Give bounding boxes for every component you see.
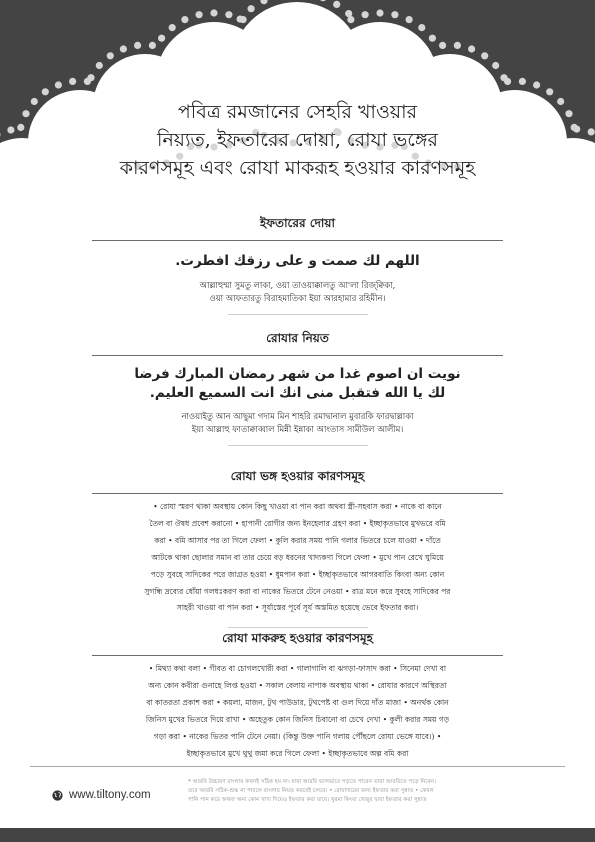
arabic-dua: اللهم لك صمت و على رزقك افطرت. (175, 253, 420, 269)
arabic-niyat-line: لك يا الله فتقبل منى انك انت السميع العليم. (149, 385, 446, 401)
divider (92, 655, 503, 656)
footer-divider (30, 766, 565, 767)
causes-paragraph (92, 661, 503, 762)
text-line: আটকে থাকা ছোলার সমান বা তার চেয়ে বড় ধরনের খাদ্যকণা গিলে ফেলা • মুখে পান রেখে ঘুমিয়ে (151, 552, 444, 562)
text-line: করা • বমি আসার পর তা গিলে ফেলা • কুলি করার সময় পানি গলার ভিতরে চলে যাওয়া • দাঁতে (154, 535, 441, 545)
transliteration-line: নাওয়াইতু আন আছুমা গদাম মিন শাহরি রমাদ্বানাল মুবারকি ফারদ্বাল্লাকা (181, 411, 414, 421)
fast-breaking-causes-section (92, 468, 503, 628)
transliteration-line: ইয়া আল্লাহু ফাতাক্বাব্বাল মিন্নী ইন্নাকা আংতাস সামীউল আলীম। (191, 423, 404, 434)
text-line: তৈল বা ঔষধ প্রবেশ করানো • হাপানী রোগীর জন্য ইনহেলার গ্রহণ করা • ইচ্ছাকৃতভাবে মুখভরে বমি (149, 518, 446, 528)
text-line: ইচ্ছাকৃতভাবে মুখে থুথু জমা করে গিলে ফেলা • ইচ্ছাকৃতভাবে অল্প বমি করা (186, 748, 409, 758)
divider (92, 240, 503, 241)
page-title (40, 98, 555, 182)
text-line: • রোযা স্মরণ থাকা অবস্থায় কোন কিছু খাওয়া বা পান করা অথবা স্ত্রী-সহবাস করা • নাকে বা কানে (153, 502, 442, 511)
text-line: সুগন্ধি দ্রব্যের ধোঁয়া গলধঃকরণ করা বা নাকের ভিতরে টেনে নেওয়া • রাত্র মনে করে সুবহে সাদিকের পর (144, 586, 451, 596)
transliteration-line: আল্লাহুম্মা সুমতু লাকা, ওয়া তাওয়াক্কালতু আ'লা রিজ্‌ক্বিকা, (199, 280, 396, 290)
section-heading: রোযা ভঙ্গ হওয়ার কারণসমূহ (230, 469, 365, 483)
title-line: পবিত্র রমজানের সেহরি খাওয়ার (177, 101, 418, 123)
text-line: বা কাতরতা প্রকাশ করা • কয়লা, মাজন, টুথ পাউডার, টুথপেষ্ট বা গুল দিয়ে দাঁত মাজা • অনর্থক কোন (146, 697, 449, 707)
section-heading: ইফতারের দোয়া (260, 216, 335, 230)
iftar-dua-section (92, 215, 503, 315)
website-link[interactable] (52, 789, 151, 801)
text-line: • মিথ্যা কথা বলা • গীবত বা চোগলখোরী করা • গালাগালি বা ঝগড়া-ফাসাদ করা • সিনেমা দেখা বা (148, 664, 447, 673)
causes-paragraph (92, 499, 503, 617)
website-url[interactable]: www.tiltony.com (69, 789, 151, 801)
title-line: কারণসমূহ এবং রোযা মাকরূহ হওয়ার কারণসমূহ (119, 157, 476, 179)
footnote-line: পানি পান করে অথবা অন্য কোন খাদ্য দিয়েও ইফতার করা যাবে। খুরমা কিংবা খেজুর দ্বারা ইফতার করা সুন্নাত (188, 797, 427, 803)
divider (228, 445, 368, 446)
text-line: গড়া করা • নাকের ভিতর পানি টেনে নেয়া। (কিন্তু উক্ত পানি গলায় পৌঁছলে রোযা ভেঙ্গে যাবে।) • (153, 731, 442, 741)
divider (92, 355, 503, 356)
footnote-line: তবে আরবি সঠিক-শুদ্ধ না পারলে বাংলায় নিয়ত করবেই চলবে। • রোযাদারের জন্য ইফতার করা সুন্নাত • কেবল (188, 788, 434, 794)
section-heading: রোযা মাকরুহ হওয়ার কারণসমূহ (222, 631, 373, 645)
text-line: পড়ে সুবহে সাদিকের পরে জাগ্রত হওয়া • ধুমপান করা • ইচ্ছাকৃতভাবে আগরবাতি কিংবা অন্য কোন (150, 569, 445, 579)
footnote-line: * আরবি উচ্চারণ বাংলার কখনই সঠিক হয় না। যারা আরবি ভালভাবে পড়তে পারেন তারা আরবিতে পড়ে নিবেন। (188, 779, 436, 785)
arabic-niyat-line: نويت ان اصوم غدا من شهر رمضان المبارك فرضا (134, 366, 461, 382)
divider (228, 627, 368, 628)
makruh-causes-section (92, 630, 503, 762)
text-line: সাহরী খাওয়া বা পান করা • সূর্যাস্তের পূর্বে সূর্য অস্তমিত হয়েছে ভেবে ইফতার করা। (176, 603, 419, 613)
title-line: নিয়্যত, ইফতারের দোয়া, রোযা ভঙ্গের (157, 129, 438, 151)
footnote (188, 778, 548, 805)
globe-icon (52, 790, 63, 801)
footer-bar (0, 828, 595, 842)
divider (228, 314, 368, 315)
text-line: অন্য কোন কবীরা গুনাহে লিপ্ত হওয়া • সকাল বেলায় নাপাক অবস্থায় থাকা • রোযার কারণে অস্থিরতা (148, 680, 447, 690)
niyat-section (92, 330, 503, 446)
transliteration-line: ওয়া আফতারতু বিরাহমাতিকা ইয়া আরহামার রহিমীন। (209, 292, 386, 303)
text-line: জিনিস মুখের ভিতরে দিয়ে রাখা • অহেতুক কোন জিনিস চিবানো বা চেখে দেখা • কুলী করার সময় গড় (145, 714, 450, 724)
divider (92, 493, 503, 494)
section-heading: রোযার নিয়ত (266, 331, 329, 345)
